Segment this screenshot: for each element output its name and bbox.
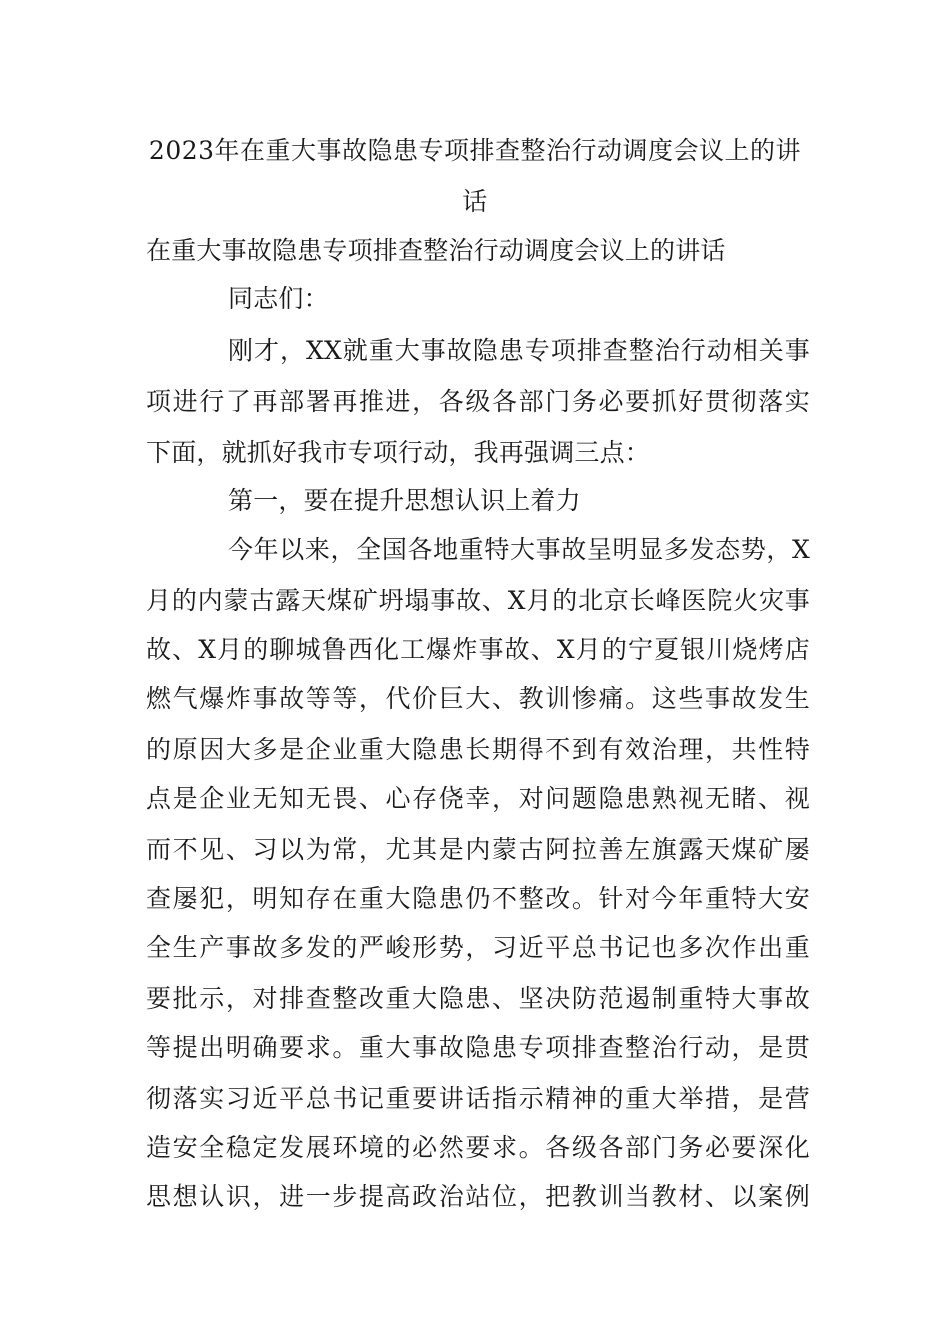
document-title-line-1: 2023年在重大事故隐患专项排查整治行动调度会议上的讲 bbox=[148, 136, 802, 165]
paragraph-2-line: 的原因大多是企业重大隐患长期得不到有效治理，共性特 bbox=[146, 735, 810, 764]
section-1-heading: 第一，要在提升思想认识上着力 bbox=[228, 486, 581, 515]
paragraph-2-line: 思想认识，进一步提高政治站位，把教训当教材、以案例 bbox=[146, 1182, 810, 1211]
paragraph-2-line: 造安全稳定发展环境的必然要求。各级各部门务必要深化 bbox=[146, 1133, 810, 1162]
paragraph-2-line: 查屡犯，明知存在重大隐患仍不整改。针对今年重特大安 bbox=[146, 884, 810, 913]
paragraph-1-line: 下面，就抓好我市专项行动，我再强调三点： bbox=[146, 438, 651, 467]
paragraph-2-line: 燃气爆炸事故等等，代价巨大、教训惨痛。这些事故发生 bbox=[146, 684, 810, 713]
document-title-line-2: 话 bbox=[462, 187, 488, 216]
document-subtitle: 在重大事故隐患专项排查整治行动调度会议上的讲话 bbox=[146, 236, 726, 265]
paragraph-2-line: 要批示，对排查整改重大隐患、坚决防范遏制重特大事故 bbox=[146, 984, 810, 1013]
paragraph-1-line: 刚才，XX就重大事故隐患专项排查整治行动相关事 bbox=[228, 336, 810, 365]
paragraph-2-line: 月的内蒙古露天煤矿坍塌事故、X月的北京长峰医院火灾事 bbox=[146, 586, 810, 615]
paragraph-2-line: 点是企业无知无畏、心存侥幸，对问题隐患熟视无睹、视 bbox=[146, 784, 810, 813]
paragraph-2-line: 全生产事故多发的严峻形势，习近平总书记也多次作出重 bbox=[146, 933, 810, 962]
paragraph-2-line: 彻落实习近平总书记重要讲话指示精神的重大举措，是营 bbox=[146, 1084, 810, 1113]
paragraph-2-line: 而不见、习以为常，尤其是内蒙古阿拉善左旗露天煤矿屡 bbox=[146, 835, 810, 864]
paragraph-2-line: 今年以来，全国各地重特大事故呈明显多发态势，X bbox=[228, 535, 810, 564]
paragraph-2-line: 等提出明确要求。重大事故隐患专项排查整治行动，是贯 bbox=[146, 1033, 810, 1062]
paragraph-2-line: 故、X月的聊城鲁西化工爆炸事故、X月的宁夏银川烧烤店 bbox=[146, 635, 810, 664]
paragraph-1-line: 项进行了再部署再推进，各级各部门务必要抓好贯彻落实 bbox=[146, 387, 810, 416]
greeting: 同志们： bbox=[228, 284, 329, 313]
